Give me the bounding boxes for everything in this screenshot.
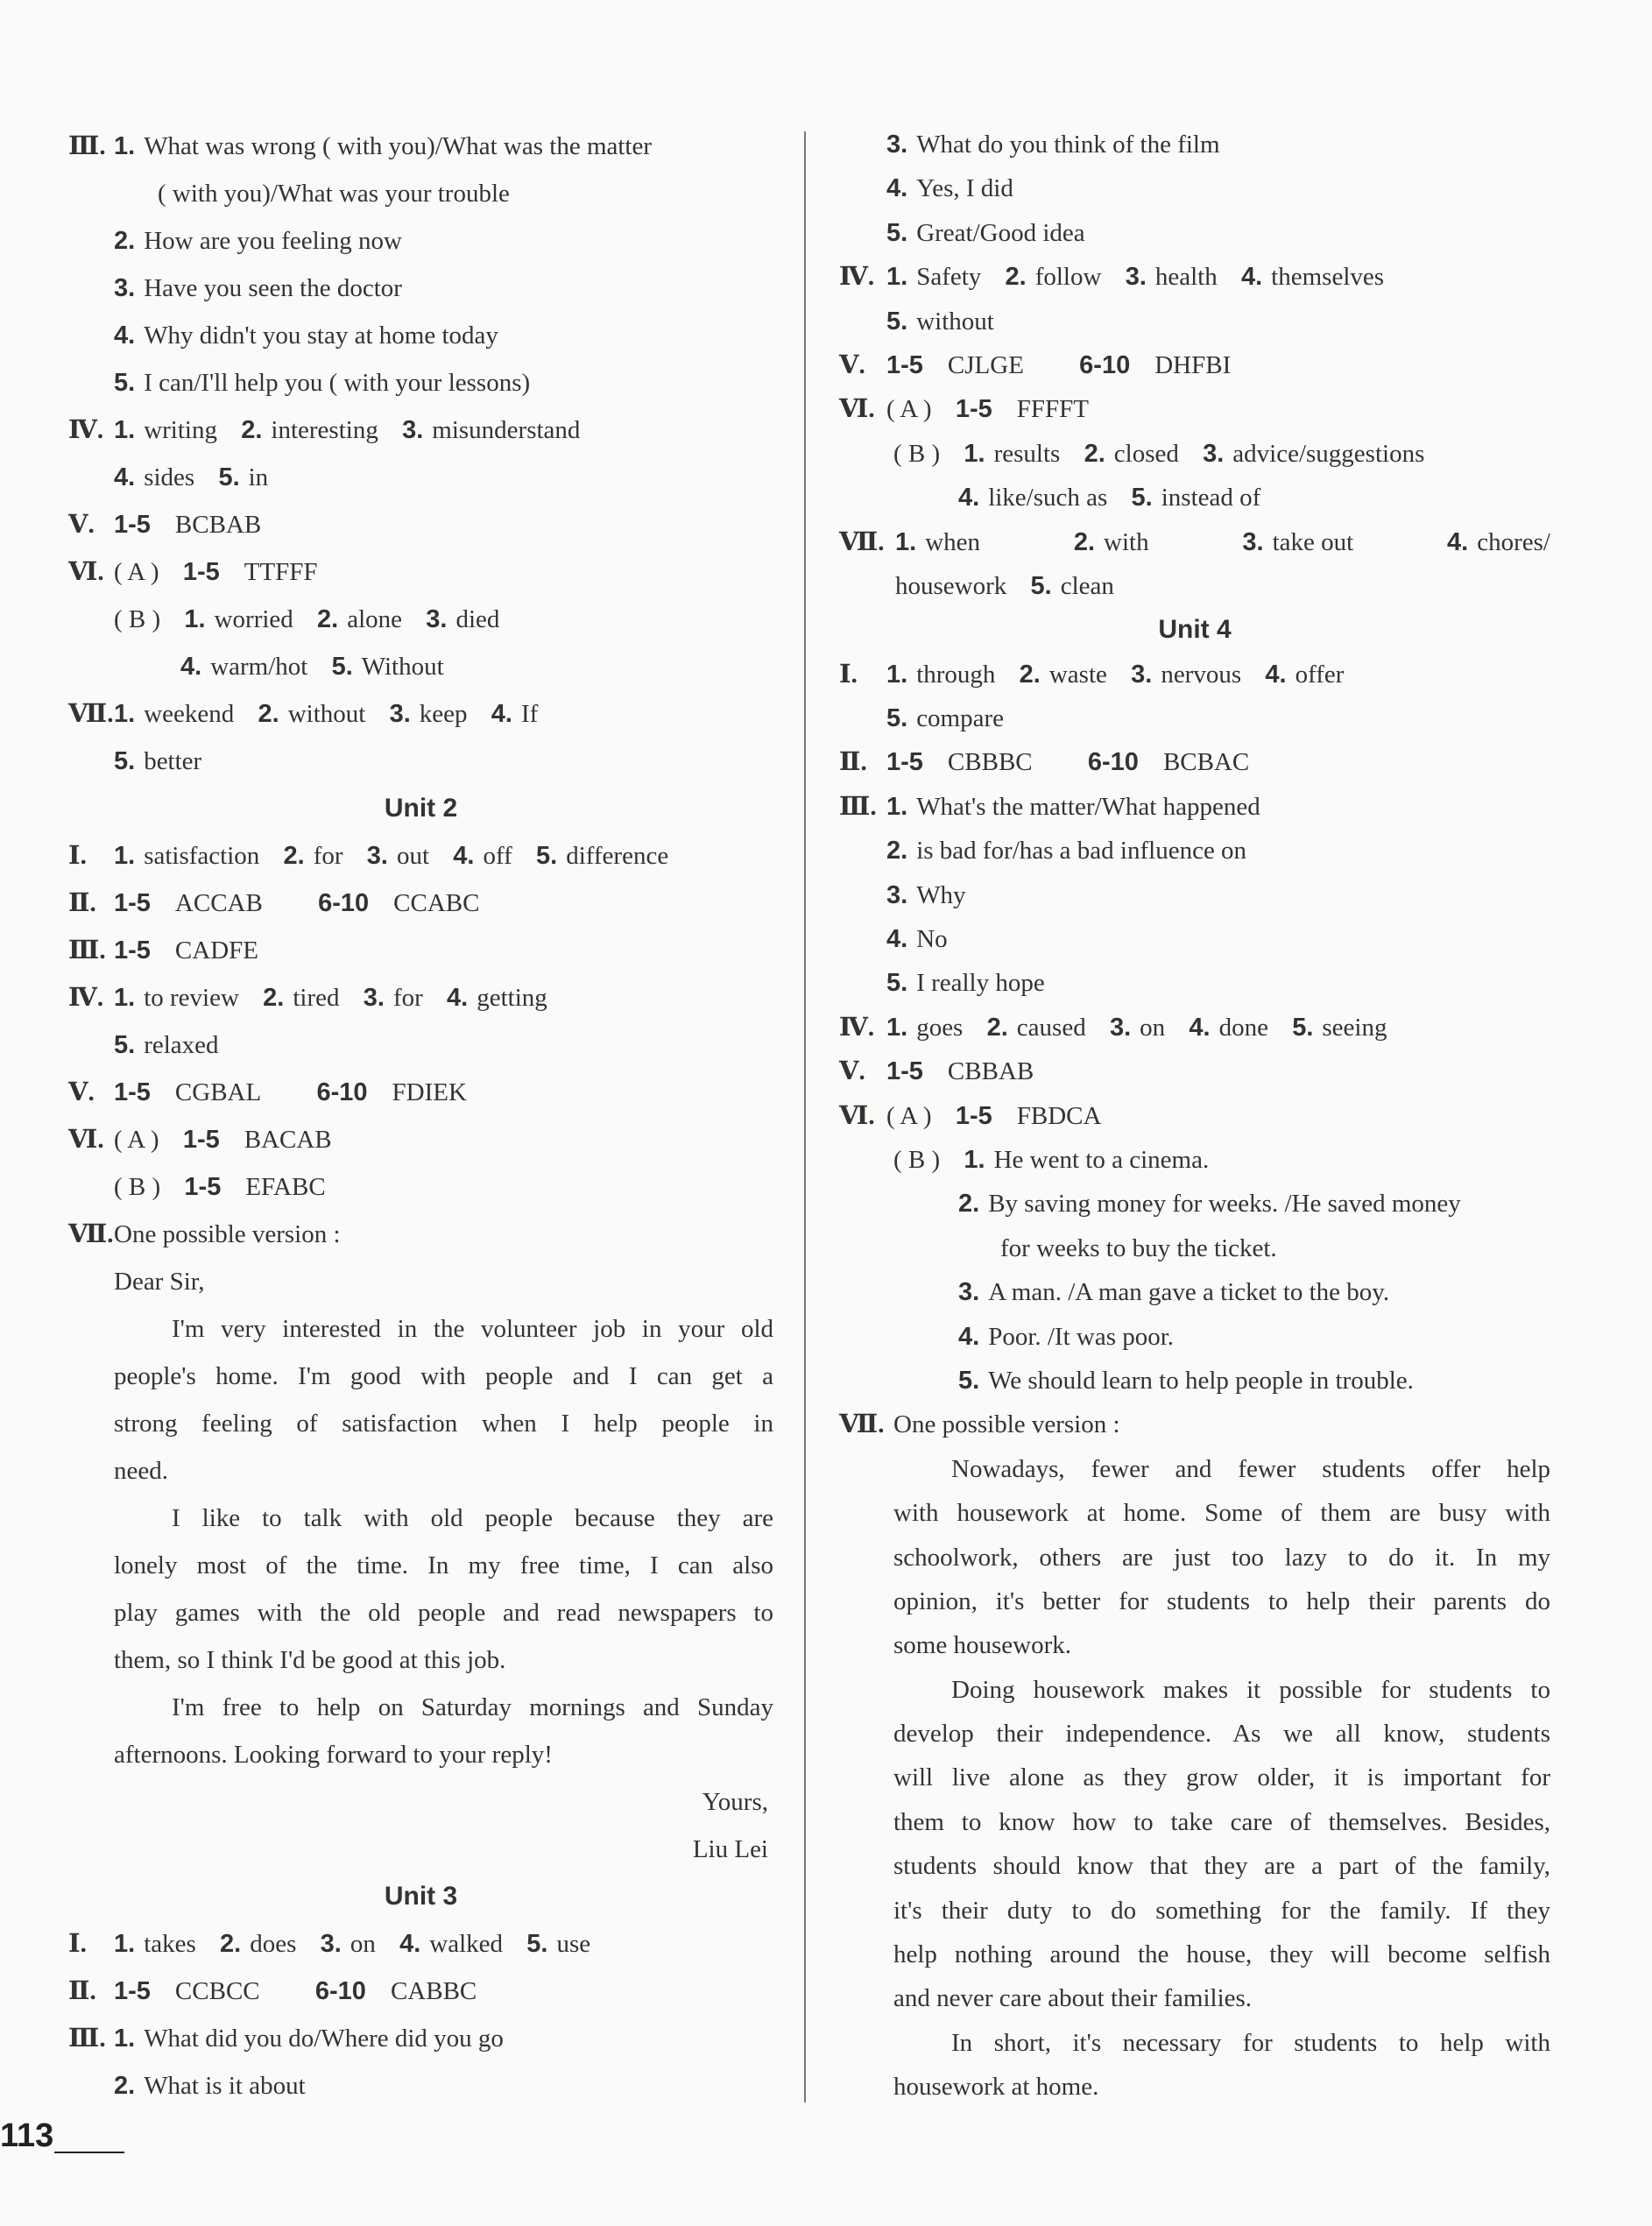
answer-row: Ⅶ. 1. weekend 2. without 3. keep 4. If bbox=[68, 690, 773, 738]
answer: closed bbox=[1113, 439, 1179, 468]
answer-row: 3. Have you seen the doctor bbox=[114, 274, 402, 302]
answer: in bbox=[248, 463, 269, 491]
answer-row: Ⅶ. 1. when 2. with 3. take out 4. chores/ bbox=[839, 520, 1550, 564]
answer-row bbox=[839, 1226, 1550, 1270]
essay-line: schoolwork, others are just too lazy to do it. In my bbox=[893, 1543, 1550, 1572]
essay-line: housework at home. bbox=[893, 2073, 1099, 2102]
answer-row: 5. compare bbox=[886, 704, 1005, 733]
essay-line: help nothing around the house, they will become selfish bbox=[893, 1940, 1550, 1969]
range-label: 6-10 bbox=[314, 1977, 366, 2005]
answer-row bbox=[68, 927, 773, 974]
answer: What did you do/Where did you go bbox=[144, 2025, 504, 2053]
part-tag: ( A ) bbox=[886, 395, 932, 424]
answer-row: Ⅲ. 1. What's the matter/What happened bbox=[839, 785, 1550, 829]
range-label: 1-5 bbox=[114, 1078, 151, 1106]
answer-row: 3. What do you think of the film bbox=[886, 131, 1220, 159]
answer-row: 5. relaxed bbox=[114, 1031, 219, 1059]
answer: for bbox=[313, 842, 343, 870]
answer-row: 4. Poor. /It was poor. bbox=[958, 1322, 1175, 1351]
roman-numeral: Ⅲ. bbox=[68, 132, 106, 160]
answer-row: 4. Why didn't you stay at home today bbox=[114, 322, 498, 350]
answer: Great/Good idea bbox=[916, 218, 1085, 247]
answer-row bbox=[68, 880, 773, 927]
letter-line: I like to talk with old people because they are bbox=[172, 1504, 773, 1532]
answer: on bbox=[349, 1930, 376, 1958]
answer: CBBAB bbox=[947, 1057, 1034, 1086]
writing-intro: One possible version : bbox=[114, 1220, 341, 1248]
answer: waste bbox=[1048, 660, 1107, 689]
letter-line: play games with the old people and read newspapers to bbox=[114, 1599, 773, 1627]
answer: What is it about bbox=[144, 2072, 306, 2100]
answer: better bbox=[144, 747, 202, 775]
answer: health bbox=[1154, 263, 1218, 292]
answer-row: ( B ) 1. results 2. closed 3. advice/suggestions bbox=[893, 439, 1425, 468]
answer-row: 3. Why bbox=[886, 880, 966, 909]
letter-line: people's home. I'm good with people and I can get a bbox=[114, 1362, 773, 1390]
answer: FFFFT bbox=[1016, 395, 1089, 424]
writing-intro: One possible version : bbox=[893, 1410, 1120, 1439]
part-tag: ( A ) bbox=[114, 558, 159, 586]
answer: How are you feeling now bbox=[144, 227, 402, 255]
roman-numeral: Ⅳ. bbox=[68, 984, 104, 1012]
answer-row: Ⅳ. 1. goes 2. caused 3. on 4. done 5. seeing bbox=[839, 1006, 1550, 1049]
essay-line: Nowadays, fewer and fewer students offer help bbox=[951, 1454, 1550, 1483]
letter-line: strong feeling of satisfaction when I help people in bbox=[114, 1410, 773, 1438]
answer: take out bbox=[1272, 527, 1354, 556]
answer-row: 4. Yes, I did bbox=[886, 174, 1013, 203]
roman-numeral: Ⅰ. bbox=[68, 1930, 87, 1958]
answer: He went to a cinema. bbox=[993, 1145, 1210, 1174]
letter-line: need. bbox=[114, 1457, 168, 1485]
roman-numeral: Ⅲ. bbox=[68, 2025, 106, 2053]
letter-line: them, so I think I'd be good at this job. bbox=[114, 1646, 506, 1674]
essay-line: develop their independence. As we all know, students bbox=[893, 1720, 1550, 1749]
answer: advice/suggestions bbox=[1232, 439, 1425, 468]
answer: when bbox=[925, 527, 981, 556]
answer-row bbox=[839, 1094, 1550, 1138]
answer: through bbox=[916, 660, 996, 689]
answer: seeing bbox=[1322, 1013, 1387, 1042]
range-label: 6-10 bbox=[1087, 748, 1139, 777]
answer: ACCAB bbox=[174, 889, 263, 917]
answer-row: Ⅰ. 1. satisfaction 2. for 3. out 4. off 5. difference bbox=[68, 832, 773, 880]
answer: What's the matter/What happened bbox=[916, 792, 1260, 821]
answer: does bbox=[250, 1930, 297, 1958]
roman-numeral: Ⅳ. bbox=[839, 263, 875, 292]
answer-row: 2. is bad for/has a bad influence on bbox=[886, 837, 1247, 866]
roman-numeral: Ⅱ. bbox=[839, 748, 867, 777]
answer-row bbox=[839, 1403, 1550, 1446]
answer-row bbox=[68, 1211, 773, 1258]
answer: BCBAC bbox=[1162, 748, 1250, 777]
answer: to review bbox=[144, 984, 239, 1012]
answer: alone bbox=[347, 605, 403, 633]
answer-row: 5. I really hope bbox=[886, 969, 1045, 998]
answer-row: 2. By saving money for weeks. /He saved money bbox=[958, 1190, 1461, 1219]
roman-numeral: Ⅶ. bbox=[839, 527, 885, 556]
answer-row: 5. I can/I'll help you ( with your lessons) bbox=[114, 369, 531, 397]
answer: DHFBI bbox=[1154, 350, 1232, 379]
answer: keep bbox=[419, 700, 468, 728]
roman-numeral: Ⅵ. bbox=[839, 395, 875, 424]
range-label: 1-5 bbox=[886, 748, 923, 777]
range-label: 6-10 bbox=[1079, 350, 1131, 379]
answer: warm/hot bbox=[210, 653, 308, 681]
answer: No bbox=[916, 925, 948, 954]
answer: We should learn to help people in trouble. bbox=[988, 1366, 1414, 1395]
answer-row: 5. Great/Good idea bbox=[886, 218, 1085, 247]
answer: offer bbox=[1295, 660, 1345, 689]
range-label: 1-5 bbox=[886, 1057, 923, 1086]
answer: difference bbox=[566, 842, 669, 870]
answer: use bbox=[556, 1930, 591, 1958]
answer-row bbox=[68, 1968, 773, 2015]
part-tag: ( A ) bbox=[886, 1101, 932, 1130]
part-tag: ( B ) bbox=[893, 439, 941, 468]
range-label: 1-5 bbox=[114, 889, 151, 917]
letter-line: I'm very interested in the volunteer job in your old bbox=[172, 1315, 773, 1343]
range-label: 1-5 bbox=[886, 350, 923, 379]
unit-heading: Unit 3 bbox=[384, 1882, 458, 1911]
essay-line: will live alone as they grow older, it is important for bbox=[893, 1763, 1550, 1792]
part-tag: ( A ) bbox=[114, 1126, 159, 1154]
answer: out bbox=[396, 842, 430, 870]
answer: tired bbox=[293, 984, 340, 1012]
answer-row bbox=[68, 1116, 773, 1163]
answer: Have you seen the doctor bbox=[144, 274, 402, 302]
essay-line: In short, it's necessary for students to help with bbox=[951, 2028, 1550, 2057]
answer: on bbox=[1140, 1013, 1166, 1042]
answer-row bbox=[839, 387, 1550, 431]
answer: housework bbox=[895, 571, 1007, 600]
roman-numeral: Ⅱ. bbox=[68, 889, 96, 917]
essay-line: it's their duty to do something for the family. If they bbox=[893, 1896, 1550, 1925]
answer: misunderstand bbox=[432, 416, 581, 444]
essay-line: them to know how to take care of themselves. Besides, bbox=[893, 1807, 1550, 1836]
range-label: 1-5 bbox=[184, 1173, 222, 1201]
answer: BCBAB bbox=[174, 511, 262, 539]
answer-row: Ⅲ. 1. What did you do/Where did you go bbox=[68, 2015, 773, 2062]
answer: writing bbox=[144, 416, 217, 444]
answer: A man. /A man gave a ticket to the boy. bbox=[988, 1278, 1390, 1307]
answer-row: Ⅲ. 1. What was wrong ( with you)/What was the matter bbox=[68, 123, 773, 170]
roman-numeral: Ⅶ. bbox=[839, 1410, 885, 1439]
answer: CCABC bbox=[393, 889, 480, 917]
range-label: 1-5 bbox=[114, 1977, 151, 2005]
range-label: 1-5 bbox=[114, 936, 151, 965]
roman-numeral: Ⅶ. bbox=[68, 700, 114, 728]
roman-numeral: Ⅵ. bbox=[68, 558, 104, 586]
answer: By saving money for weeks. /He saved money bbox=[988, 1190, 1461, 1219]
answer-row bbox=[68, 501, 773, 548]
essay-line: with housework at home. Some of them are busy with bbox=[893, 1499, 1550, 1528]
answer: done bbox=[1218, 1013, 1268, 1042]
roman-numeral: Ⅴ. bbox=[68, 1078, 95, 1106]
answer-row bbox=[839, 1049, 1550, 1093]
essay-line: and never care about their families. bbox=[893, 1984, 1253, 2013]
right-column bbox=[839, 123, 1550, 2109]
range-label: 1-5 bbox=[114, 511, 151, 539]
answer: themselves bbox=[1271, 263, 1385, 292]
answer: Why didn't you stay at home today bbox=[144, 322, 498, 350]
answer: EFABC bbox=[245, 1173, 326, 1201]
answer: worried bbox=[214, 605, 293, 633]
answer-row: 4. sides 5. in bbox=[114, 463, 269, 491]
roman-numeral: Ⅵ. bbox=[68, 1126, 104, 1154]
letter-line: afternoons. Looking forward to your reply! bbox=[114, 1741, 553, 1769]
answer-row bbox=[839, 740, 1550, 784]
answer: for weeks to buy the ticket. bbox=[1000, 1233, 1277, 1262]
answer: CBBBC bbox=[947, 748, 1033, 777]
essay bbox=[839, 1447, 1550, 2109]
letter-signature: Liu Lei bbox=[692, 1835, 768, 1863]
answer: instead of bbox=[1161, 484, 1261, 512]
answer: CADFE bbox=[174, 936, 258, 965]
answer: getting bbox=[477, 984, 547, 1012]
answer: CJLGE bbox=[947, 350, 1024, 379]
answer: without bbox=[916, 307, 994, 336]
roman-numeral: Ⅲ. bbox=[839, 792, 877, 821]
left-column bbox=[68, 123, 773, 2109]
roman-numeral: Ⅲ. bbox=[68, 936, 106, 965]
answer-row bbox=[68, 1163, 773, 1211]
essay-line: students should know that they are a part of the family, bbox=[893, 1852, 1550, 1881]
letter-line: lonely most of the time. In my free time, I can also bbox=[114, 1551, 773, 1579]
roman-numeral: Ⅰ. bbox=[68, 842, 87, 870]
roman-numeral: Ⅶ. bbox=[68, 1220, 114, 1248]
range-label: 1-5 bbox=[182, 558, 220, 586]
answer-row bbox=[68, 1069, 773, 1116]
letter-greeting: Dear Sir, bbox=[114, 1268, 205, 1296]
answer: compare bbox=[916, 704, 1005, 733]
answer: died bbox=[455, 605, 500, 633]
answer: ( with you)/What was your trouble bbox=[158, 180, 510, 208]
answer: TTFFF bbox=[244, 558, 318, 586]
answer: What was wrong ( with you)/What was the matter bbox=[144, 132, 653, 160]
answer-row: 5. We should learn to help people in trouble. bbox=[958, 1366, 1414, 1395]
answer: satisfaction bbox=[144, 842, 260, 870]
roman-numeral: Ⅰ. bbox=[839, 660, 858, 689]
part-tag: ( B ) bbox=[114, 1173, 161, 1201]
answer: nervous bbox=[1161, 660, 1242, 689]
range-label: 1-5 bbox=[955, 1101, 992, 1130]
answer: caused bbox=[1016, 1013, 1086, 1042]
answer-row: 4. No bbox=[886, 925, 948, 954]
answer: FBDCA bbox=[1016, 1101, 1102, 1130]
answer: like/such as bbox=[988, 484, 1108, 512]
answer: results bbox=[993, 439, 1061, 468]
part-tag: ( B ) bbox=[114, 605, 161, 633]
answer-row: 2. What is it about bbox=[114, 2072, 306, 2100]
roman-numeral: Ⅳ. bbox=[68, 416, 104, 444]
answer-row: 4. warm/hot 5. Without bbox=[180, 653, 444, 681]
answer-row: Ⅰ. 1. takes 2. does 3. on 4. walked 5. use bbox=[68, 1920, 773, 1968]
answer-row: Ⅰ. 1. through 2. waste 3. nervous 4. offer bbox=[839, 653, 1550, 696]
letter-closing: Yours, bbox=[702, 1788, 768, 1816]
answer: CABBC bbox=[390, 1977, 477, 2005]
answer-row: 2. How are you feeling now bbox=[114, 227, 402, 255]
answer: Poor. /It was poor. bbox=[988, 1322, 1175, 1351]
answer-row: 4. like/such as 5. instead of bbox=[958, 484, 1261, 512]
answer: What do you think of the film bbox=[916, 131, 1220, 159]
roman-numeral: Ⅴ. bbox=[68, 511, 95, 539]
answer-row: 5. without bbox=[886, 307, 994, 336]
roman-numeral: Ⅳ. bbox=[839, 1013, 875, 1042]
answer: with bbox=[1104, 527, 1149, 556]
answer: If bbox=[520, 700, 539, 728]
answer: Without bbox=[361, 653, 444, 681]
answer: weekend bbox=[144, 700, 235, 728]
range-label: 1-5 bbox=[955, 395, 992, 424]
answer: clean bbox=[1060, 571, 1114, 600]
essay-line: Doing housework makes it possible for students to bbox=[951, 1675, 1550, 1704]
answer-row bbox=[68, 548, 773, 596]
answer: goes bbox=[916, 1013, 964, 1042]
range-label: 6-10 bbox=[316, 1078, 368, 1106]
essay-line: opinion, it's better for students to help their parents do bbox=[893, 1586, 1550, 1615]
answer: takes bbox=[144, 1930, 196, 1958]
answer: without bbox=[287, 700, 366, 728]
answer: off bbox=[483, 842, 512, 870]
unit-heading: Unit 4 bbox=[1158, 615, 1232, 645]
answer: CCBCC bbox=[174, 1977, 260, 2005]
roman-numeral: Ⅴ. bbox=[839, 350, 865, 379]
answer-row: Ⅳ. 1. Safety 2. follow 3. health 4. themselves bbox=[839, 255, 1550, 299]
unit-heading: Unit 2 bbox=[384, 794, 458, 823]
roman-numeral: Ⅱ. bbox=[68, 1977, 96, 2005]
letter bbox=[68, 1258, 773, 1873]
answer: relaxed bbox=[144, 1031, 219, 1059]
answer-row bbox=[68, 170, 773, 217]
answer-row: 5. better bbox=[114, 747, 202, 775]
page-number: 113 bbox=[0, 2117, 54, 2154]
answer-row bbox=[839, 343, 1550, 387]
answer-row: Ⅳ. 1. to review 2. tired 3. for 4. getting bbox=[68, 974, 773, 1021]
answer: Yes, I did bbox=[916, 174, 1013, 203]
roman-numeral: Ⅵ. bbox=[839, 1101, 875, 1130]
answer: Safety bbox=[916, 263, 982, 292]
letter-line: I'm free to help on Saturday mornings and Sunday bbox=[172, 1693, 773, 1721]
answer: BACAB bbox=[244, 1126, 332, 1154]
answer: I really hope bbox=[916, 969, 1045, 998]
answer: I can/I'll help you ( with your lessons) bbox=[144, 369, 531, 397]
answer: sides bbox=[144, 463, 195, 491]
column-divider bbox=[804, 131, 806, 2102]
answer: interesting bbox=[271, 416, 378, 444]
answer: chores/ bbox=[1477, 527, 1550, 556]
range-label: 1-5 bbox=[182, 1126, 220, 1154]
answer: FDIEK bbox=[392, 1078, 467, 1106]
page-number-rule bbox=[54, 2152, 124, 2153]
answer: for bbox=[392, 984, 423, 1012]
roman-numeral: Ⅴ. bbox=[839, 1057, 865, 1086]
range-label: 6-10 bbox=[318, 889, 370, 917]
answer: is bad for/has a bad influence on bbox=[916, 837, 1247, 866]
answer-row: housework 5. clean bbox=[895, 571, 1114, 600]
answer-row: ( B ) 1. worried 2. alone 3. died bbox=[114, 605, 500, 633]
part-tag: ( B ) bbox=[893, 1145, 941, 1174]
answer-row: ( B ) 1. He went to a cinema. bbox=[893, 1145, 1210, 1174]
essay-line: some housework. bbox=[893, 1631, 1071, 1660]
answer: CGBAL bbox=[174, 1078, 262, 1106]
answer-row: Ⅳ. 1. writing 2. interesting 3. misunderstand bbox=[68, 406, 773, 454]
answer-row: 3. A man. /A man gave a ticket to the boy. bbox=[958, 1278, 1390, 1307]
answer: walked bbox=[429, 1930, 504, 1958]
answer: Why bbox=[916, 880, 966, 909]
answer: follow bbox=[1034, 263, 1102, 292]
